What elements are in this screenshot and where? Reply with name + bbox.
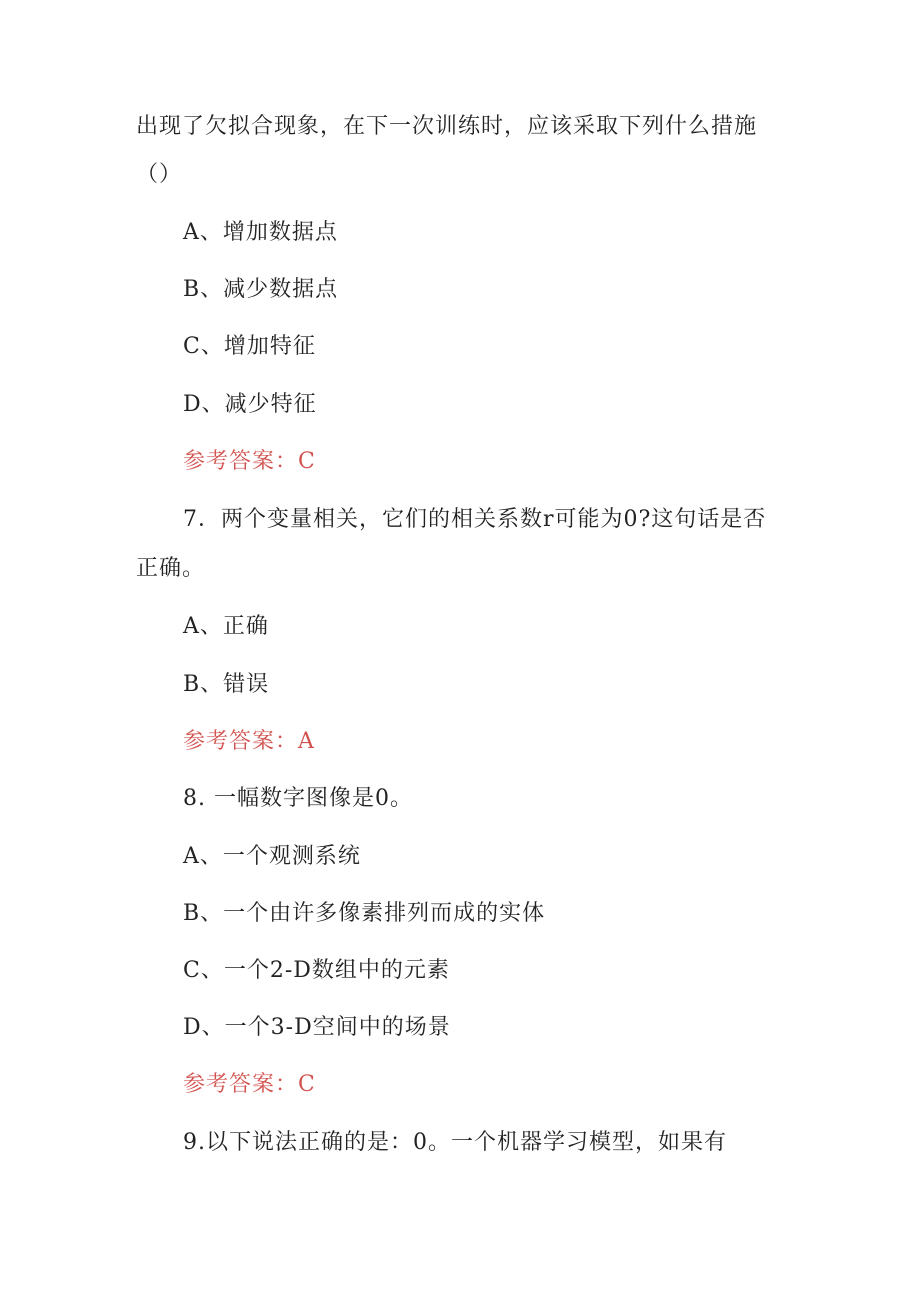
question-6-option-d: D、减少特征 [183, 392, 317, 417]
question-7-option-a: A、正确 [183, 614, 269, 639]
question-8-line-1: 8. 一幅数字图像是0。 [183, 786, 413, 811]
question-6-continuation: 出现了欠拟合现象，在下一次训练时，应该采取下列什么措施 [136, 114, 758, 139]
question-7-line-2: 正确。 [136, 556, 206, 581]
question-8-option-d: D、一个3-D空间中的场景 [183, 1015, 451, 1040]
question-8-answer: 参考答案：C [183, 1072, 316, 1097]
question-9-line-1: 9.以下说法正确的是：0。一个机器学习模型，如果有 [183, 1130, 727, 1155]
question-6-option-a: A、增加数据点 [183, 220, 338, 245]
question-6-option-c: C、增加特征 [183, 334, 316, 359]
question-6-option-b: B、减少数据点 [183, 277, 339, 302]
question-6-answer: 参考答案：C [183, 449, 316, 474]
question-8-option-b: B、一个由许多像素排列而成的实体 [183, 901, 546, 926]
question-8-option-c: C、一个2-D数组中的元素 [183, 958, 450, 983]
question-7-line-1: 7．两个变量相关，它们的相关系数r可能为0?这句话是否 [183, 507, 767, 532]
question-6-blank: （） [136, 162, 183, 187]
question-7-answer: 参考答案：A [183, 729, 315, 754]
question-8-option-a: A、一个观测系统 [183, 844, 361, 869]
question-7-option-b: B、错误 [183, 672, 270, 697]
